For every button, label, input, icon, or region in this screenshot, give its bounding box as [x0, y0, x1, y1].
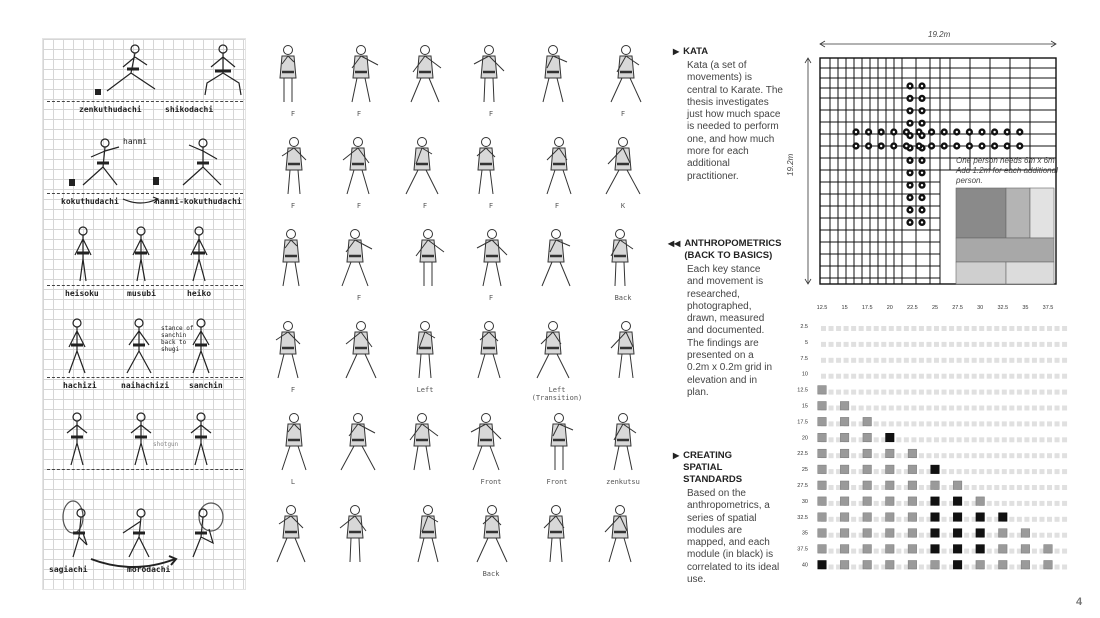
sketch-figure — [328, 406, 390, 478]
kata-sketch — [328, 406, 390, 494]
sketch-figure — [328, 222, 390, 294]
sketch-figure — [328, 130, 390, 202]
section-spatial — [673, 450, 783, 586]
module-cell — [818, 449, 827, 458]
module-cell — [840, 481, 849, 490]
sketch-figure — [526, 38, 588, 110]
sketch-figure — [262, 406, 324, 478]
sketch-figure — [592, 130, 654, 202]
module-cell — [1021, 561, 1030, 570]
matrix-row-label: 27.5 — [797, 483, 808, 489]
module-cell-ideal — [999, 513, 1008, 522]
matrix-col-label: 12.5 — [816, 305, 828, 311]
matrix-row-label: 35 — [801, 530, 808, 537]
sketch-figure — [592, 222, 654, 294]
matrix-background — [821, 326, 1067, 570]
matrix-row-label: 22.5 — [797, 451, 808, 458]
module-cell — [953, 481, 962, 490]
sketch-figure — [460, 406, 522, 478]
kata-sketch — [526, 38, 588, 126]
section-title: CREATING SPATIAL STANDARDS — [683, 450, 743, 485]
kata-sketch — [526, 222, 588, 310]
section-body: Each key stance and movement is researched, photographed, drawn, measured and documented. The findings are presented on a 0.2m x 0.2m grid in elevation and in plan. — [687, 264, 773, 398]
plan-height-label: 19.2m — [786, 153, 795, 176]
sketch-note: F — [620, 110, 626, 118]
stance-row-4 — [43, 315, 247, 403]
stance-figures — [43, 499, 247, 563]
module-cell — [840, 417, 849, 426]
module-cell — [886, 545, 895, 554]
section-kata — [673, 46, 783, 183]
stance-figures — [43, 407, 247, 471]
module-cell — [863, 561, 872, 570]
sketch-note: Front — [480, 478, 502, 486]
module-cell — [863, 449, 872, 458]
module-cell — [818, 481, 827, 490]
stance-label: zenkuthudachi — [79, 105, 142, 114]
stance-row-5 — [43, 407, 247, 495]
sketch-note: F — [356, 294, 362, 302]
kata-sketch — [526, 130, 588, 218]
matrix-col-label: 32.5 — [997, 305, 1009, 311]
module-cell — [840, 449, 849, 458]
kata-sketch — [526, 314, 588, 402]
matrix-row-label: 7.5 — [800, 355, 808, 362]
kata-sketch — [262, 130, 324, 218]
sketch-note: F — [488, 110, 494, 118]
stance-figures — [43, 315, 247, 379]
matrix-row-label: 15 — [801, 403, 808, 410]
sketch-figure — [328, 314, 390, 386]
module-cell — [908, 449, 917, 458]
sketch-note: L — [290, 478, 296, 486]
module-cell — [840, 465, 849, 474]
sketch-figure — [460, 314, 522, 386]
stance-label: hachizi — [63, 381, 97, 390]
matrix-row-label: 37.5 — [797, 546, 808, 553]
matrix-row-label: 30 — [801, 498, 808, 505]
module-cell-ideal — [931, 497, 940, 506]
floor-line — [47, 285, 243, 286]
matrix-col-label: 25 — [931, 305, 939, 311]
sketch-note: K — [620, 202, 626, 210]
floor-line — [47, 101, 243, 102]
kata-sketch — [460, 222, 522, 310]
module-cell — [908, 513, 917, 522]
module-cell — [976, 561, 985, 570]
module-cell — [863, 497, 872, 506]
module-cell-ideal — [976, 545, 985, 554]
rewind-icon: ◀◀ — [668, 239, 681, 248]
sketch-figure — [394, 222, 456, 294]
kata-sketch — [460, 406, 522, 494]
module-cell — [840, 402, 849, 411]
matrix-row-label: 40 — [801, 562, 808, 569]
kata-sketch — [460, 130, 522, 218]
matrix-col-label: 22.5 — [907, 305, 918, 311]
section-title: ANTHROPOMETRICS (BACK TO BASICS) — [684, 238, 782, 261]
stance-row-3 — [43, 223, 247, 311]
stance-label: naihachizi — [121, 381, 170, 390]
kata-sketch — [328, 130, 390, 218]
page-number: 4 — [1076, 596, 1083, 608]
stance-label: sanchin — [189, 381, 223, 390]
sketch-figure — [394, 38, 456, 110]
module-cell — [863, 465, 872, 474]
matrix-col-label: 37.5 — [1042, 305, 1054, 311]
module-cell — [886, 529, 895, 538]
module-cell — [886, 481, 895, 490]
plan-note: One person needs 6m x 6m. Add 1.2m for each additional person. — [956, 156, 1058, 185]
kata-sketch — [328, 498, 390, 586]
sketch-figure — [592, 314, 654, 386]
kata-sketch — [262, 406, 324, 494]
sketch-figure — [394, 314, 456, 386]
play-icon: ▶ — [673, 451, 680, 460]
module-cell-ideal — [931, 465, 940, 474]
module-cell — [840, 561, 849, 570]
sketch-figure — [394, 130, 456, 202]
module-cell — [818, 433, 827, 442]
module-cell — [931, 481, 940, 490]
module-cell — [908, 529, 917, 538]
module-cell — [863, 481, 872, 490]
kata-sketch — [592, 38, 654, 126]
stance-row-2 — [43, 131, 247, 219]
module-cell — [886, 497, 895, 506]
module-cell — [863, 433, 872, 442]
module-cell-ideal — [953, 497, 962, 506]
kata-sketch — [262, 314, 324, 402]
stance-figures — [43, 39, 247, 103]
kata-sketch — [592, 130, 654, 218]
sketch-figure — [262, 130, 324, 202]
matrix-row-label: 17.5 — [797, 419, 808, 426]
module-cell — [908, 481, 917, 490]
module-cell — [1044, 561, 1053, 570]
stance-row-6 — [43, 499, 247, 587]
sketch-figure — [394, 498, 456, 570]
section-body: Based on the anthropometrics, a series of spatial modules are mapped, and each module (in black) is correlated to its ideal use. — [687, 488, 780, 586]
sketch-figure — [262, 222, 324, 294]
module-cell-ideal — [953, 561, 962, 570]
sketch-figure — [526, 222, 588, 294]
floor-line — [47, 377, 243, 378]
module-cell-ideal — [886, 433, 895, 442]
kata-sketch — [394, 314, 456, 402]
play-icon: ▶ — [673, 47, 680, 56]
kata-sketch — [262, 498, 324, 586]
sketch-figure — [328, 498, 390, 570]
kata-sketch — [592, 406, 654, 494]
matrix-col-label: 20 — [886, 305, 893, 311]
kata-sketch — [328, 314, 390, 402]
matrix-col-label: 15 — [841, 305, 848, 311]
module-cell — [840, 513, 849, 522]
module-cell — [886, 513, 895, 522]
kata-sketch — [394, 406, 456, 494]
kata-sketch — [460, 498, 522, 586]
stance-label: heisoku — [65, 289, 99, 298]
section-anthropometrics — [668, 238, 782, 399]
module-cell-ideal — [953, 529, 962, 538]
module-cell — [840, 497, 849, 506]
module-cell — [999, 545, 1008, 554]
sketch-note: F — [356, 110, 362, 118]
module-cell — [863, 545, 872, 554]
module-cell — [818, 465, 827, 474]
matrix-col-label: 35 — [1022, 305, 1029, 311]
module-cell — [886, 561, 895, 570]
kata-sketch — [394, 498, 456, 586]
plan-diagram — [786, 26, 1070, 296]
sketch-figure — [592, 498, 654, 570]
kata-sketch-grid — [262, 38, 662, 590]
spatial-module-matrix — [797, 300, 1070, 580]
sketch-figure — [460, 222, 522, 294]
stance-sketch-panel — [42, 38, 246, 590]
matrix-col-label: 17.5 — [861, 305, 873, 311]
matrix-row-label: 2.5 — [800, 324, 808, 330]
module-cell — [999, 561, 1008, 570]
kata-sketch — [328, 222, 390, 310]
matrix-col-label: 30 — [977, 305, 984, 311]
kata-sketch — [526, 498, 588, 586]
sketch-figure — [262, 314, 324, 386]
area-blocks — [956, 188, 1054, 284]
module-cell — [999, 529, 1008, 538]
floor-line — [47, 469, 243, 470]
kata-sketch — [460, 38, 522, 126]
sketch-note: Front — [546, 478, 568, 486]
sketch-figure — [526, 406, 588, 478]
matrix-col-label: 27.5 — [952, 305, 963, 311]
stance-note: hanmi — [123, 137, 148, 146]
sketch-note: Back — [482, 570, 500, 578]
sketch-figure — [262, 38, 324, 110]
sketch-note: F — [422, 202, 428, 210]
kata-sketch — [460, 314, 522, 402]
module-cell — [818, 402, 827, 411]
plan-width-label: 19.2m — [928, 30, 951, 39]
sketch-note: Left — [416, 386, 434, 394]
module-cell — [1044, 545, 1053, 554]
module-cell-ideal — [976, 529, 985, 538]
sketch-note: zenkutsu — [606, 478, 640, 486]
sketch-figure — [592, 38, 654, 110]
sketch-note: F — [488, 294, 494, 302]
matrix-row-label: 12.5 — [797, 387, 808, 394]
sketch-figure — [394, 406, 456, 478]
sketch-figure — [526, 314, 588, 386]
sketch-note: F — [356, 202, 362, 210]
stance-label: kokuthudachi — [61, 197, 119, 206]
kata-sketch — [394, 38, 456, 126]
module-cell-ideal — [976, 513, 985, 522]
sketch-note: F — [290, 386, 296, 394]
stance-label: morodachi — [127, 565, 171, 574]
module-cell-ideal — [953, 545, 962, 554]
sketch-figure — [526, 130, 588, 202]
module-cell — [908, 545, 917, 554]
section-body: Kata (a set of movements) is central to Karate. The thesis investigates just how much space is needed to perform one, and how much more for each additional practitioner. — [687, 60, 783, 182]
stance-label: musubi — [127, 289, 156, 298]
module-cell — [886, 465, 895, 474]
module-cell — [863, 513, 872, 522]
stance-label: heiko — [187, 289, 212, 298]
stance-row-1 — [43, 39, 247, 127]
floor-line — [47, 193, 243, 194]
sketch-figure — [328, 38, 390, 110]
matrix-row-label: 5 — [804, 339, 808, 346]
kata-sketch — [394, 222, 456, 310]
module-cell — [818, 513, 827, 522]
kata-sketch — [394, 130, 456, 218]
sketch-note: F — [554, 202, 560, 210]
module-cell — [840, 529, 849, 538]
module-cell — [818, 497, 827, 506]
matrix-grid — [797, 300, 1070, 580]
module-cell — [818, 386, 827, 395]
kata-sketch — [592, 222, 654, 310]
sketch-figure — [460, 498, 522, 570]
module-cell — [931, 561, 940, 570]
matrix-row-label: 10 — [801, 371, 808, 378]
sketch-figure — [262, 498, 324, 570]
sketch-note: Back — [614, 294, 632, 302]
module-cell — [908, 465, 917, 474]
module-cell — [886, 449, 895, 458]
module-cell — [818, 417, 827, 426]
module-cell-ideal — [953, 513, 962, 522]
matrix-row-label: 32.5 — [797, 514, 808, 521]
sketch-note: Left (Transition) — [531, 386, 583, 402]
kata-sketch — [592, 498, 654, 586]
stance-note: shotgun — [153, 441, 179, 448]
module-cell — [863, 529, 872, 538]
kata-sketch — [328, 38, 390, 126]
module-cell — [976, 497, 985, 506]
kata-sketch — [526, 406, 588, 494]
module-cell — [818, 529, 827, 538]
module-cell — [863, 417, 872, 426]
stance-figures — [43, 223, 247, 287]
stance-note: stance of sanchin back to shugi — [161, 325, 194, 353]
module-cell-ideal — [931, 529, 940, 538]
module-cell — [908, 497, 917, 506]
module-cell — [818, 545, 827, 554]
sketch-note: F — [488, 202, 494, 210]
stance-label: hanmi-kokuthudachi — [155, 197, 242, 206]
sketch-note: F — [290, 110, 296, 118]
stance-label: sagiachi — [49, 565, 88, 574]
section-title: KATA — [683, 46, 709, 57]
module-cell — [840, 433, 849, 442]
module-cell-ideal — [818, 561, 827, 570]
sketch-figure — [460, 130, 522, 202]
module-cell-ideal — [931, 545, 940, 554]
module-cell — [1021, 529, 1030, 538]
module-cell-ideal — [931, 513, 940, 522]
matrix-row-label: 20 — [801, 435, 808, 442]
sketch-figure — [526, 498, 588, 570]
stance-label: shikodachi — [165, 105, 214, 114]
sketch-figure — [460, 38, 522, 110]
sketch-note: F — [290, 202, 296, 210]
module-cell — [908, 561, 917, 570]
module-cell — [840, 545, 849, 554]
kata-sketch — [262, 222, 324, 310]
module-cell — [1021, 545, 1030, 554]
sketch-figure — [592, 406, 654, 478]
kata-sketch — [592, 314, 654, 402]
kata-sketch — [262, 38, 324, 126]
matrix-row-label: 25 — [801, 467, 808, 474]
